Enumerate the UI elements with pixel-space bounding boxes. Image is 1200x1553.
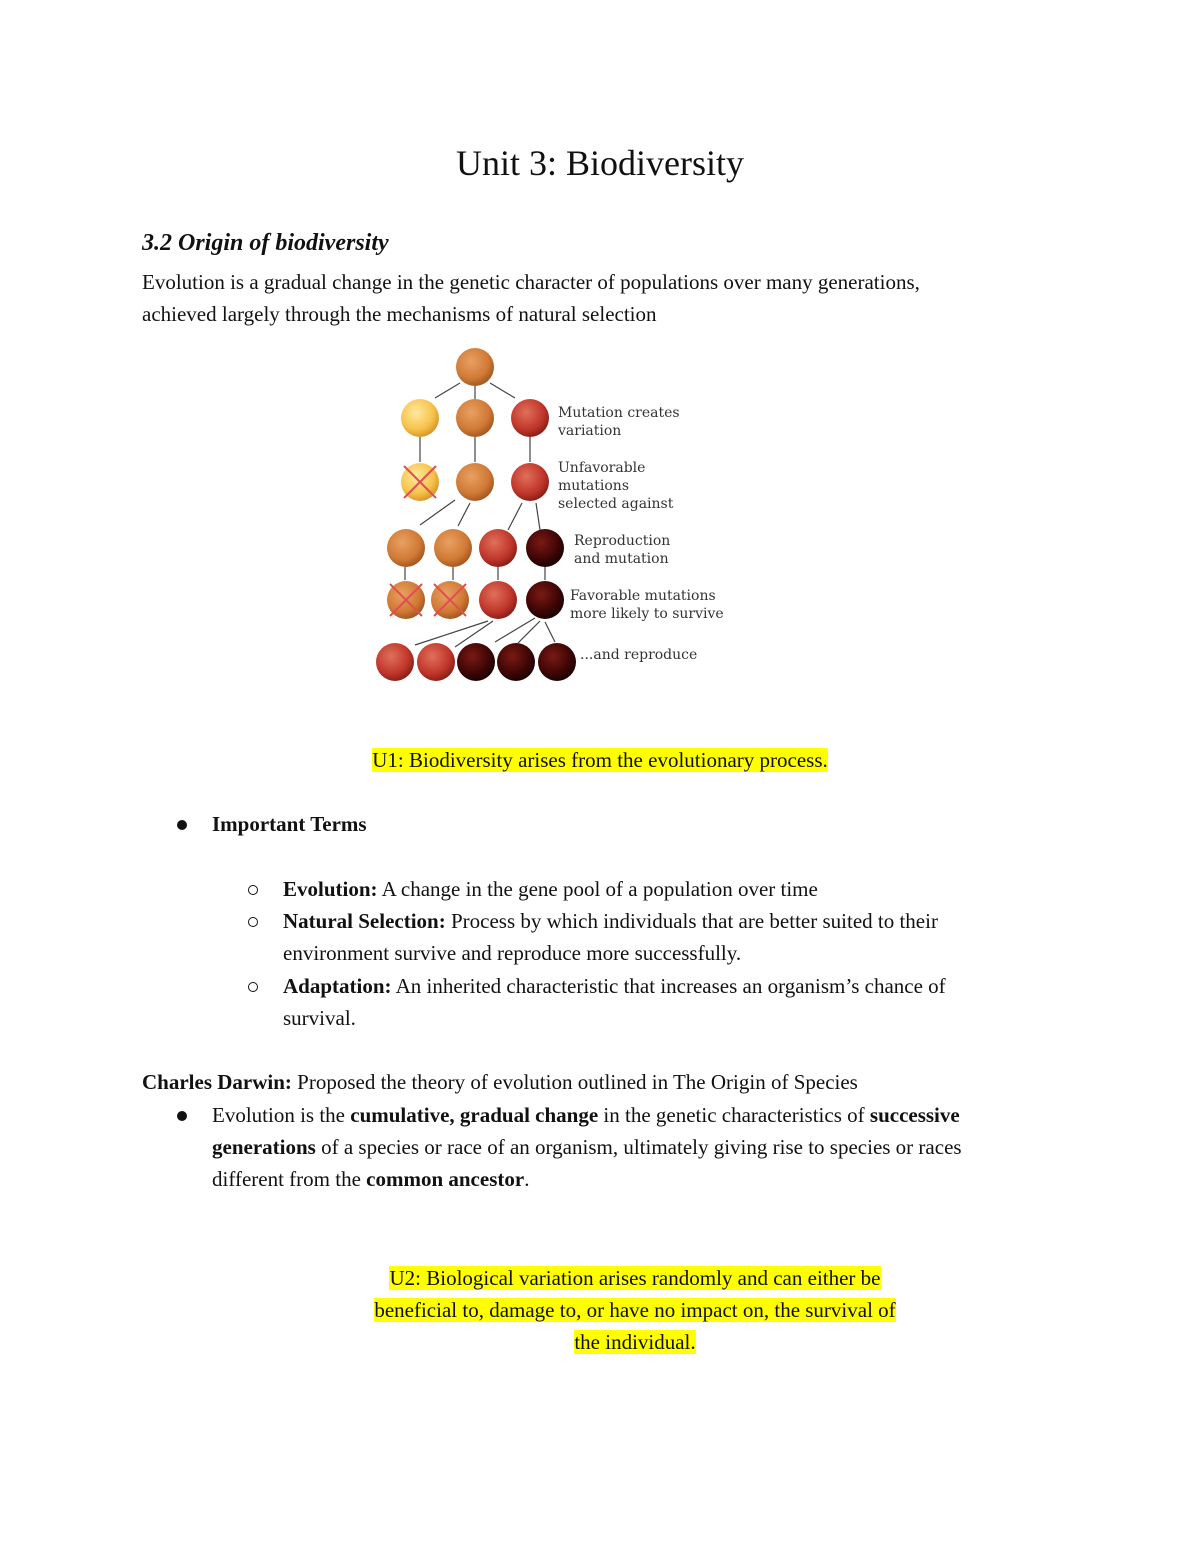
population-circle	[497, 643, 535, 681]
population-circle	[456, 463, 494, 501]
label-unfavorable-2: mutations	[558, 478, 629, 494]
population-circle	[401, 399, 439, 437]
population-circle	[457, 643, 495, 681]
label-mutation-2: variation	[558, 423, 622, 439]
population-circle	[479, 581, 517, 619]
population-circle	[376, 643, 414, 681]
label-reproduction-1: Reproduction	[574, 533, 671, 549]
intro-line-2: achieved largely through the mechanisms of natural selection	[142, 302, 657, 326]
label-mutation-1: Mutation creates	[558, 405, 680, 421]
important-terms-label: Important Terms	[212, 812, 367, 836]
term-label: Adaptation:	[283, 974, 392, 998]
hollow-bullet-icon	[248, 917, 258, 927]
intro-paragraph	[142, 266, 920, 330]
term-natural-selection	[283, 905, 938, 969]
label-favorable-1: Favorable mutations	[570, 588, 716, 604]
term-label: Evolution:	[283, 877, 378, 901]
bold-run: generations	[212, 1135, 316, 1159]
u1-statement	[0, 744, 1200, 776]
text-run: .	[524, 1167, 530, 1191]
u2-line-3: the individual.	[574, 1330, 696, 1354]
u2-line-1: U2: Biological variation arises randomly and can either be	[389, 1266, 881, 1290]
label-unfavorable-3: selected against	[558, 496, 674, 512]
natural-selection-diagram	[360, 340, 740, 690]
bold-run: successive	[869, 1103, 960, 1127]
hollow-bullet-icon	[248, 885, 258, 895]
text-run: of a species or race of an organism, ultimately giving rise to species or races	[315, 1135, 962, 1159]
population-circle	[417, 643, 455, 681]
section-heading: 3.2 Origin of biodiversity	[142, 230, 389, 256]
population-circle	[511, 399, 549, 437]
bullet-icon	[177, 820, 187, 830]
population-circle	[434, 529, 472, 567]
population-circle	[511, 463, 549, 501]
label-favorable-2: more likely to survive	[570, 606, 724, 622]
u1-highlight: U1: Biodiversity arises from the evolutionary process.	[372, 748, 828, 772]
text-run: Evolution is the	[212, 1103, 351, 1127]
population-circle	[479, 529, 517, 567]
intro-line-1: Evolution is a gradual change in the genetic character of populations over many generations,	[142, 270, 920, 294]
label-reproduction-2: and mutation	[574, 551, 669, 567]
term-adaptation	[283, 970, 946, 1034]
label-reproduce: ...and reproduce	[580, 647, 698, 663]
term-definition: Process by which individuals that are better suited to their	[445, 909, 938, 933]
hollow-bullet-icon	[248, 982, 258, 992]
darwin-desc: Proposed the theory of evolution outlined in The Origin of Species	[291, 1070, 858, 1094]
term-definition: An inherited characteristic that increases an organism’s chance of	[391, 974, 946, 998]
population-circle	[456, 399, 494, 437]
term-evolution	[283, 873, 818, 905]
population-circle	[538, 643, 576, 681]
darwin-bullet	[212, 1099, 1072, 1195]
label-unfavorable-1: Unfavorable	[558, 460, 646, 476]
important-terms-heading	[212, 808, 367, 840]
u2-statement	[300, 1262, 970, 1358]
term-label: Natural Selection:	[283, 909, 446, 933]
text-run: in the genetic characteristics of	[598, 1103, 870, 1127]
bold-run: common ancestor	[366, 1167, 525, 1191]
population-circle	[526, 581, 564, 619]
u2-line-2: beneficial to, damage to, or have no impact on, the survival of	[374, 1298, 896, 1322]
term-definition: A change in the gene pool of a population over time	[377, 877, 818, 901]
population-circle	[526, 529, 564, 567]
text-run: different from the	[212, 1167, 367, 1191]
term-definition-cont: survival.	[283, 1006, 356, 1030]
term-definition-cont: environment survive and reproduce more successfully.	[283, 941, 742, 965]
darwin-line	[142, 1066, 858, 1098]
population-circle	[456, 348, 494, 386]
page-title: Unit 3: Biodiversity	[456, 143, 744, 183]
darwin-name: Charles Darwin:	[142, 1070, 292, 1094]
bold-run: cumulative, gradual change	[350, 1103, 599, 1127]
population-circle	[387, 529, 425, 567]
bullet-icon	[177, 1111, 187, 1121]
